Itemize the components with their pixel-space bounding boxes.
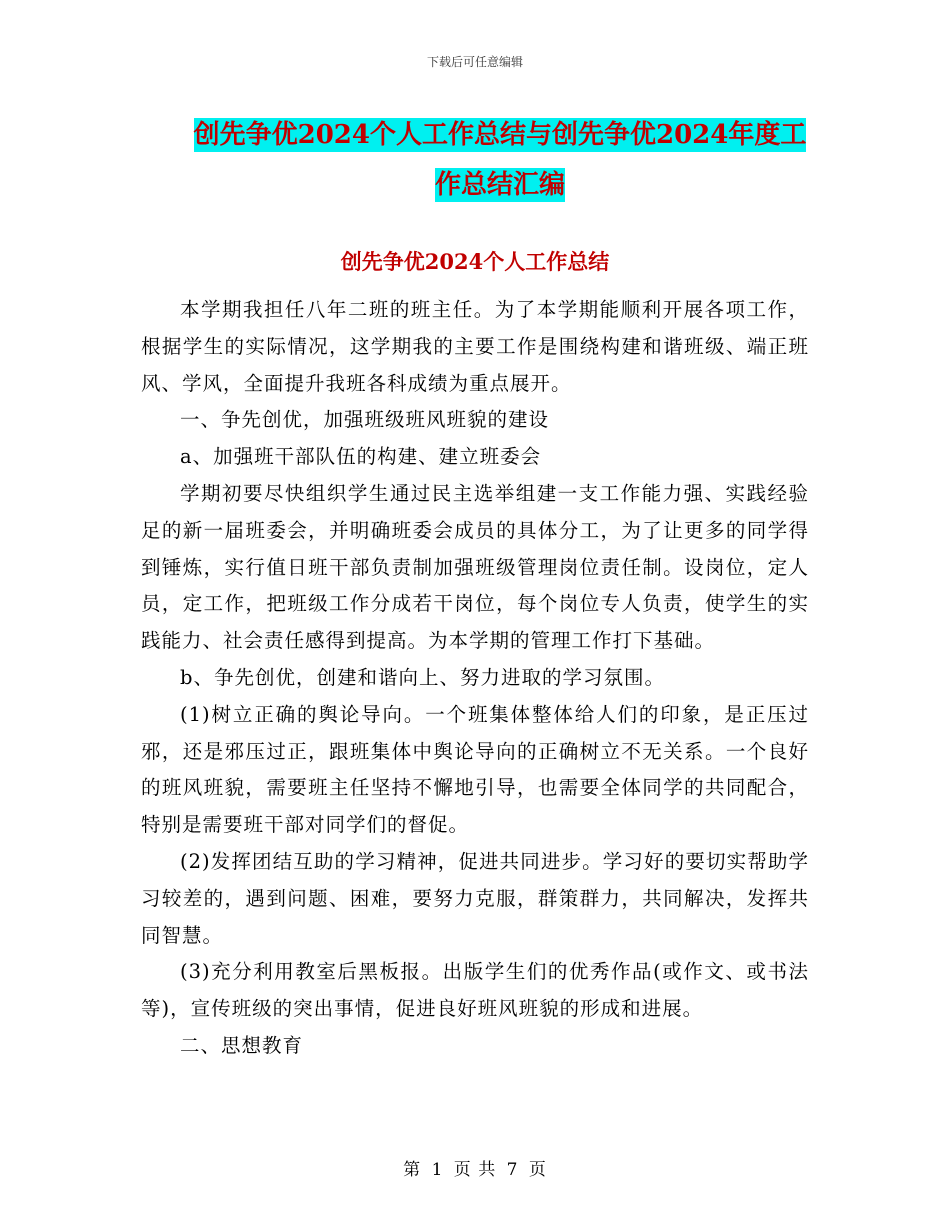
- paragraph: 本学期我担任八年二班的班主任。为了本学期能顺利开展各项工作，根据学生的实际情况，这学期我的主要工作是围绕构建和谐班级、端正班风、学风，全面提升我班各科成绩为重点展开。: [141, 298, 809, 395]
- body-text: [141, 292, 809, 1065]
- paragraph: b、争先创优，创建和谐向上、努力进取的学习氛围。: [180, 665, 665, 689]
- footer-suffix: 页: [528, 1160, 547, 1180]
- section-subtitle: 创先争优2024个人工作总结: [340, 249, 610, 274]
- footer-page-number: 1: [431, 1160, 444, 1180]
- title-line-2: 作总结汇编: [434, 170, 565, 200]
- header-note: 下载后可任意编辑: [426, 55, 523, 69]
- footer-middle: 页 共: [453, 1160, 497, 1180]
- page-footer: [0, 1155, 950, 1180]
- paragraph: (3)充分利用教室后黑板报。出版学生们的优秀作品(或作文、或书法等)，宣传班级的突出事情，促进良好班风班貌的形成和进展。: [141, 960, 809, 1021]
- paragraph: a、加强班干部队伍的构建、建立班委会: [180, 445, 542, 469]
- paragraph: 一、争先创优，加强班级班风班貌的建设: [180, 408, 550, 432]
- title-line-1: 创先争优2024个人工作总结与创先争优2024年度工: [193, 120, 807, 150]
- paragraph: (2)发挥团结互助的学习精神，促进共同进步。学习好的要切实帮助学习较差的，遇到问题、困难，要努力克服，群策群力，共同解决，发挥共同智慧。: [141, 849, 809, 947]
- footer-total-pages: 7: [506, 1160, 519, 1180]
- footer-prefix: 第: [403, 1160, 422, 1180]
- paragraph: (1)树立正确的舆论导向。一个班集体整体给人们的印象，是正压过邪，还是邪压过正，跟班集体中舆论导向的正确树立不无关系。一个良好的班风班貌，需要班主任坚持不懈地引导，也需要全体同学的共同配合，特别是需要班干部对同学们的督促。: [141, 702, 809, 837]
- paragraph: 二、思想教育: [180, 1033, 304, 1057]
- paragraph: 学期初要尽快组织学生通过民主选举组建一支工作能力强、实践经验足的新一届班委会，并明确班委会成员的具体分工，为了让更多的同学得到锤炼，实行值日班干部负责制加强班级管理岗位责任制。设岗位，定人员，定工作，把班级工作分成若干岗位，每个岗位专人负责，使学生的实践能力、社会责任感得到提高。为本学期的管理工作打下基础。: [141, 481, 809, 653]
- document-title: [150, 110, 850, 210]
